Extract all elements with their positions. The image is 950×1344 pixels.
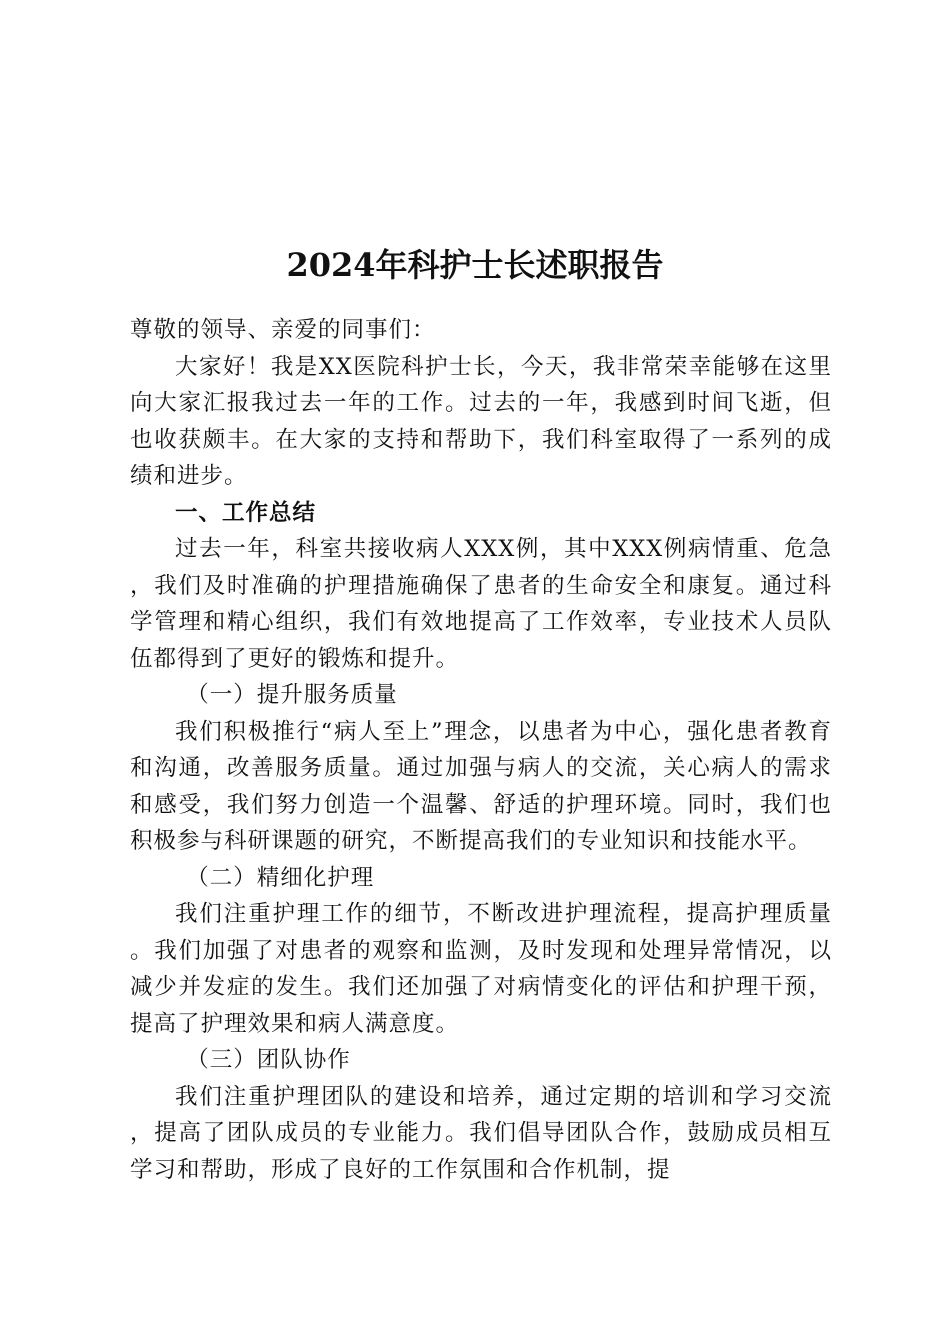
subheading-teamwork: （三）团队协作 [186, 1047, 351, 1073]
document-body [130, 312, 832, 1188]
service-quality-paragraph: 我们积极推行“病人至上”理念，以患者为中心，强化患者教育和沟通，改善服务质量。通过加强与病人的交流，关心病人的需求和感受，我们努力创造一个温馨、舒适的护理环境。同时，我们也积极参与科研课题的研究，不断提高我们的专业知识和技能水平。 [130, 718, 832, 854]
intro-paragraph: 大家好！我是XX医院科护士长，今天，我非常荣幸能够在这里向大家汇报我过去一年的工作。过去的一年，我感到时间飞逝，但也收获颇丰。在大家的支持和帮助下，我们科室取得了一系列的成绩和进步。 [130, 353, 832, 489]
subheading-service-quality: （一）提升服务质量 [186, 682, 398, 708]
work-summary-paragraph: 过去一年，科室共接收病人XXX例，其中XXX例病情重、危急，我们及时准确的护理措施确保了患者的生命安全和康复。通过科学管理和精心组织，我们有效地提高了工作效率，专业技术人员队伍都得到了更好的锻炼和提升。 [130, 536, 832, 672]
page-title: 2024年科护士长述职报告 [286, 246, 664, 285]
teamwork-paragraph: 我们注重护理团队的建设和培养，通过定期的培训和学习交流，提高了团队成员的专业能力。我们倡导团队合作，鼓励成员相互学习和帮助，形成了良好的工作氛围和合作机制，提 [130, 1083, 832, 1183]
section-heading-work-summary: 一、工作总结 [175, 499, 317, 526]
refined-nursing-paragraph: 我们注重护理工作的细节，不断改进护理流程，提高护理质量。我们加强了对患者的观察和监测，及时发现和处理异常情况，以减少并发症的发生。我们还加强了对病情变化的评估和护理干预，提高了护理效果和病人满意度。 [130, 901, 832, 1037]
subheading-refined-nursing: （二）精细化护理 [186, 864, 375, 891]
salutation: 尊敬的领导、亲爱的同事们： [130, 317, 436, 343]
